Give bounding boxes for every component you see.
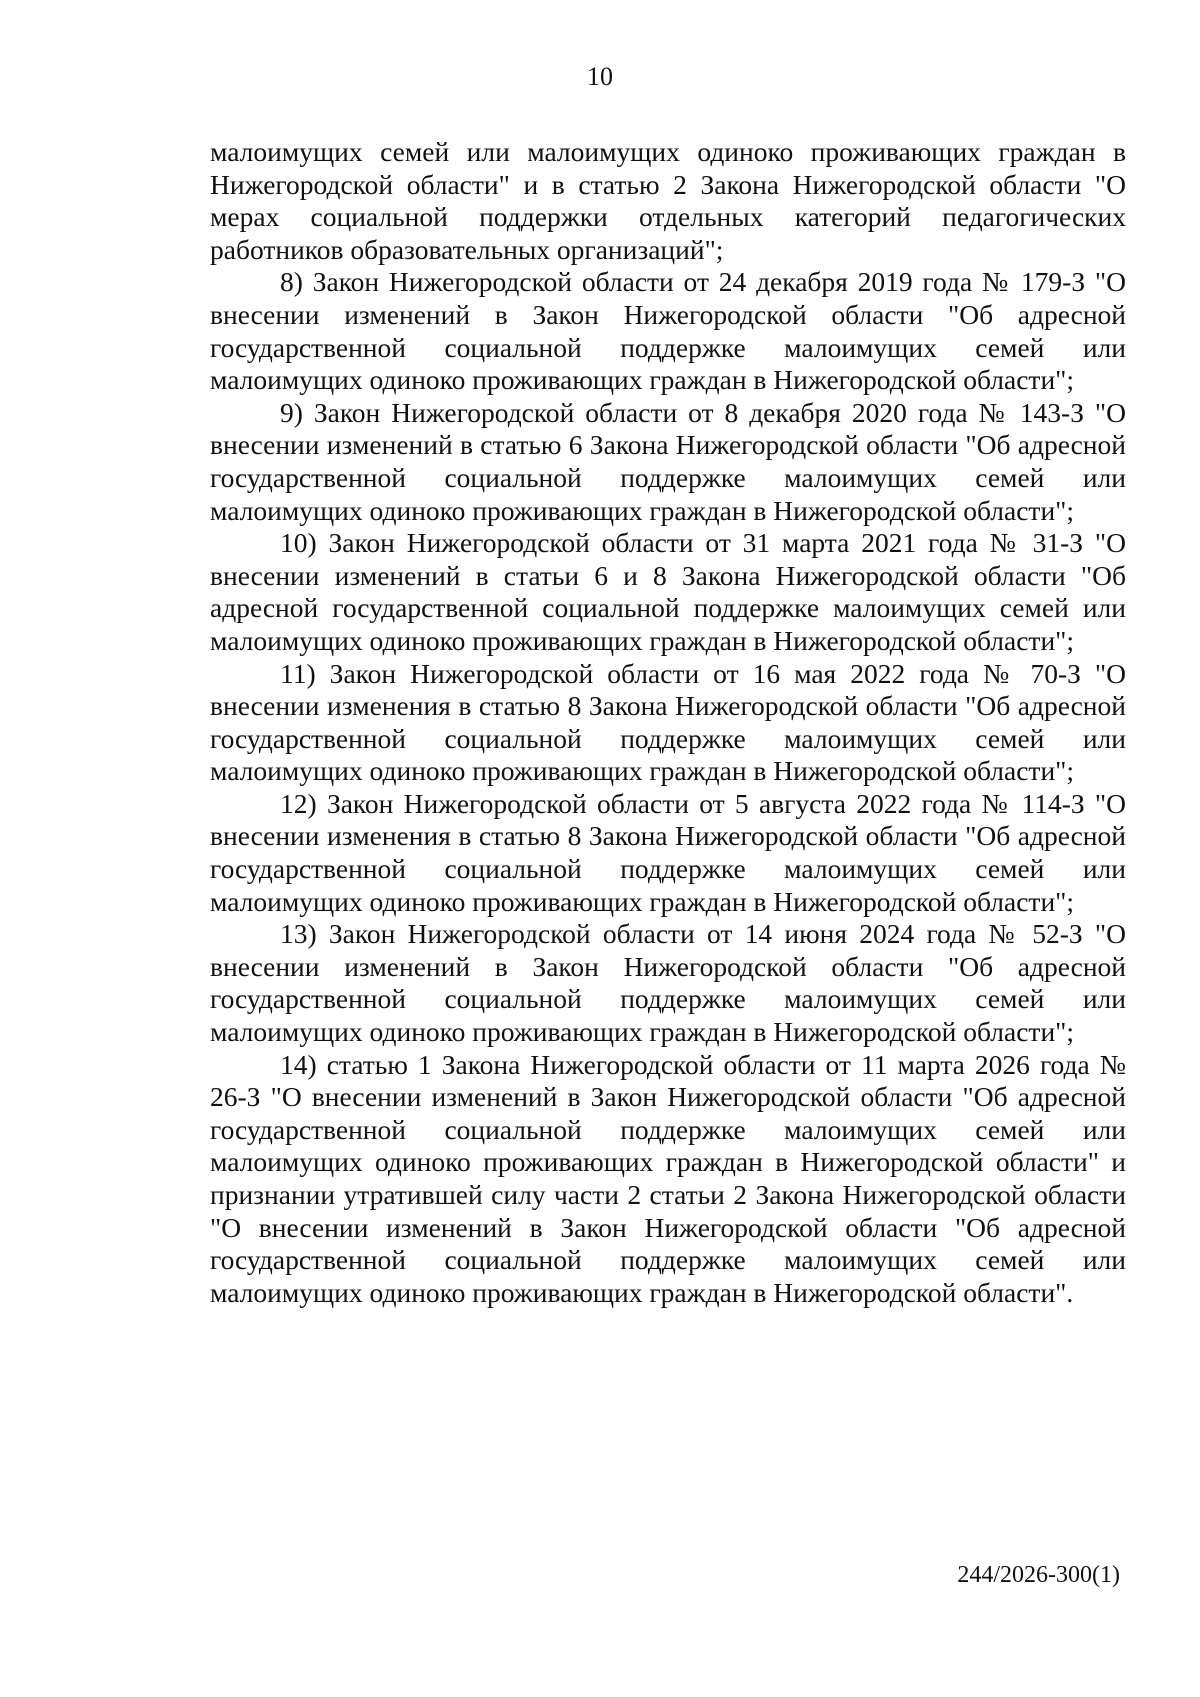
document-code: 244/2026-300(1) xyxy=(957,1562,1120,1588)
list-item-8: 8) Закон Нижегородской области от 24 декабря 2019 года № 179-З "О внесении изменений в Закон Нижегородской области "Об адресной государственной социальной поддержке малоимущих семей или малоимущих одиноко проживающих граждан в Нижегородской области"; xyxy=(210,266,1126,396)
page-number: 10 xyxy=(587,62,613,91)
list-item-13: 13) Закон Нижегородской области от 14 июня 2024 года № 52-З "О внесении изменений в Закон Нижегородской области "Об адресной государственной социальной поддержке малоимущих семей или малоимущих одиноко проживающих граждан в Нижегородской области"; xyxy=(210,918,1126,1048)
paragraph-continuation: малоимущих семей или малоимущих одиноко проживающих граждан в Нижегородской области" и в статью 2 Закона Нижегородской области "О мерах социальной поддержки отдельных категорий педагогических работников образовательных организаций"; xyxy=(210,136,1126,265)
list-item-12: 12) Закон Нижегородской области от 5 августа 2022 года № 114-З "О внесении изменения в статью 8 Закона Нижегородской области "Об адресной государственной социальной поддержке малоимущих семей или малоимущих одиноко проживающих граждан в Нижегородской области"; xyxy=(210,787,1126,917)
document-body xyxy=(210,136,1126,1309)
list-item-10: 10) Закон Нижегородской области от 31 марта 2021 года № 31-З "О внесении изменений в статьи 6 и 8 Закона Нижегородской области "Об адресной государственной социальной поддержке малоимущих семей или малоимущих одиноко проживающих граждан в Нижегородской области"; xyxy=(210,527,1126,656)
list-item-9: 9) Закон Нижегородской области от 8 декабря 2020 года № 143-З "О внесении изменений в статью 6 Закона Нижегородской области "Об адресной государственной социальной поддержке малоимущих семей или малоимущих одиноко проживающих граждан в Нижегородской области"; xyxy=(210,396,1126,526)
list-item-11: 11) Закон Нижегородской области от 16 мая 2022 года № 70-З "О внесении изменения в статью 8 Закона Нижегородской области "Об адресной государственной социальной поддержке малоимущих семей или малоимущих одиноко проживающих граждан в Нижегородской области"; xyxy=(210,657,1126,787)
list-item-14: 14) статью 1 Закона Нижегородской области от 11 марта 2026 года № 26-З "О внесении изменений в Закон Нижегородской области "Об адресной государственной социальной поддержке малоимущих семей или малоимущих одиноко проживающих граждан в Нижегородской области" и признании утратившей силу части 2 статьи 2 Закона Нижегородской области "О внесении изменений в Закон Нижегородской области "Об адресной государственной социальной поддержке малоимущих семей или малоимущих одиноко проживающих граждан в Нижегородской области". xyxy=(210,1048,1126,1308)
